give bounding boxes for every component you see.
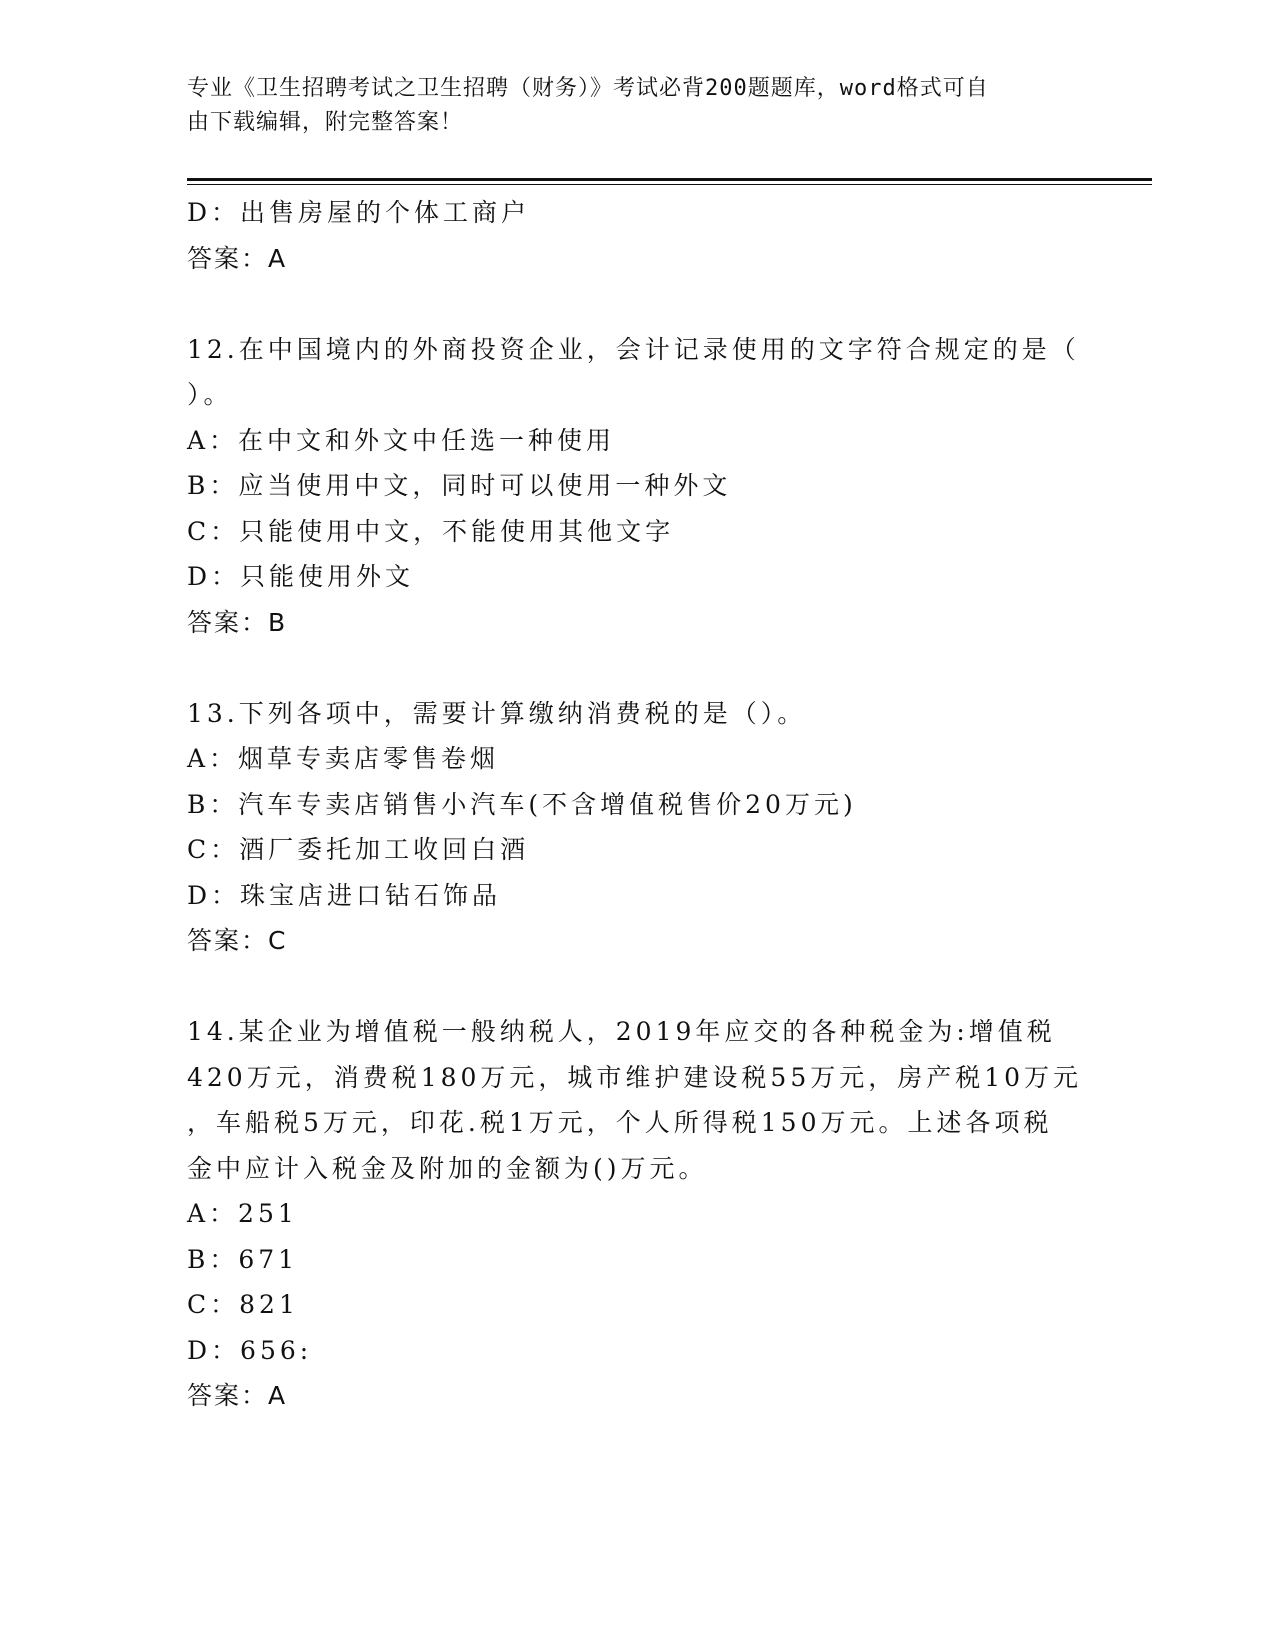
question-stem-continued: 420万元，消费税180万元，城市维护建设税55万元，房产税10万元: [187, 1062, 1083, 1092]
question-block-12: [187, 327, 1087, 646]
spacer: [187, 964, 1087, 1010]
spacer: [187, 281, 1087, 327]
question-block-14: [187, 1009, 1087, 1419]
question-stem: 13.下列各项中，需要计算缴纳消费税的是（）。: [187, 698, 807, 728]
question-stem-continued: 金中应计入税金及附加的金额为()万元。: [187, 1153, 708, 1183]
question-block-13: [187, 691, 1087, 964]
option-b: B：汽车专卖店销售小汽车(不含增值税售价20万元): [187, 789, 857, 819]
document-header: [187, 72, 1067, 140]
option-d: D：珠宝店进口钻石饰品: [187, 880, 502, 910]
option-a: A：251: [187, 1199, 298, 1228]
option-d: D：656:: [187, 1335, 313, 1365]
option-c: C：酒厂委托加工收回白酒: [187, 835, 530, 864]
question-list: [187, 190, 1087, 1419]
option-a: A：在中文和外文中任选一种使用: [187, 425, 616, 455]
option-d: D：只能使用外文: [187, 562, 415, 591]
question-stem-continued: ，车船税5万元，印花.税1万元，个人所得税150万元。上述各项税: [187, 1108, 1053, 1137]
answer-line: 答案：A: [187, 243, 288, 273]
spacer: [187, 645, 1087, 691]
option-c: C：只能使用中文，不能使用其他文字: [187, 516, 675, 546]
answer-line: 答案：A: [187, 1381, 288, 1410]
option-b: B：应当使用中文，同时可以使用一种外文: [187, 471, 732, 500]
question-block-partial: [187, 190, 1087, 281]
header-line-1: 专业《卫生招聘考试之卫生招聘（财务）》考试必背200题题库，word格式可自: [187, 76, 989, 101]
option-d: D：出售房屋的个体工商户: [187, 198, 531, 227]
answer-line: 答案：C: [187, 926, 288, 955]
question-stem-continued: ）。: [187, 380, 233, 409]
option-c: C：821: [187, 1290, 299, 1319]
header-divider-thin: [187, 184, 1152, 185]
header-divider-thick: [187, 178, 1152, 181]
option-b: B：671: [187, 1244, 299, 1274]
option-a: A：烟草专卖店零售卷烟: [187, 744, 500, 773]
question-stem: 14.某企业为增值税一般纳税人，2019年应交的各种税金为:增值税: [187, 1017, 1056, 1046]
answer-line: 答案：B: [187, 607, 288, 637]
header-line-2: 由下载编辑，附完整答案！: [187, 110, 464, 135]
question-stem: 12.在中国境内的外商投资企业，会计记录使用的文字符合规定的是（: [187, 334, 1080, 364]
